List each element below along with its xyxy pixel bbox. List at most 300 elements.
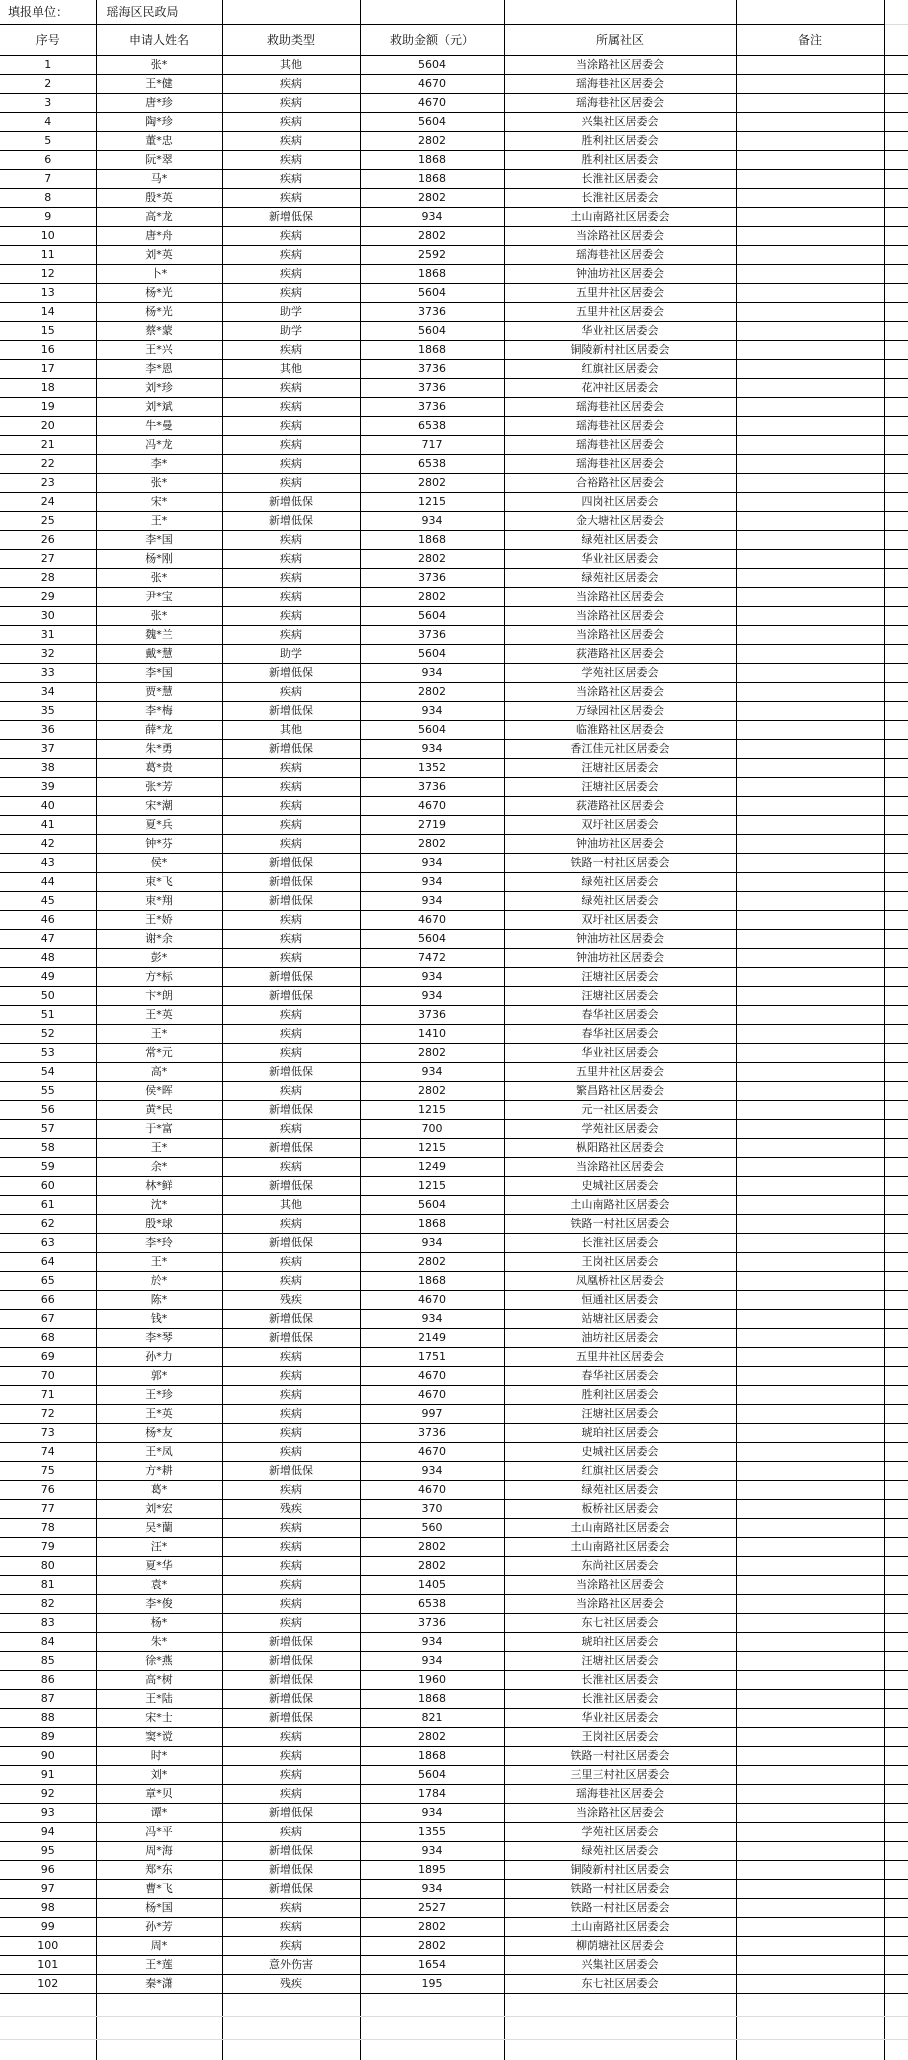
cell-no[interactable]: 77 bbox=[0, 1500, 96, 1519]
cell-community[interactable]: 五里井社区居委会 bbox=[504, 1063, 736, 1082]
cell-type[interactable]: 疾病 bbox=[222, 1823, 360, 1842]
cell-remark[interactable] bbox=[736, 303, 884, 322]
cell-no[interactable]: 53 bbox=[0, 1044, 96, 1063]
cell-remark[interactable] bbox=[736, 1158, 884, 1177]
table-row[interactable] bbox=[0, 1652, 908, 1671]
cell-community[interactable]: 长淮社区居委会 bbox=[504, 170, 736, 189]
empty-cell[interactable] bbox=[884, 303, 908, 322]
cell-remark[interactable] bbox=[736, 436, 884, 455]
cell-amount[interactable]: 2802 bbox=[360, 1253, 504, 1272]
empty-cell[interactable] bbox=[884, 1728, 908, 1747]
empty-cell[interactable] bbox=[884, 949, 908, 968]
cell-amount[interactable]: 2719 bbox=[360, 816, 504, 835]
cell-type[interactable]: 疾病 bbox=[222, 1272, 360, 1291]
cell-name[interactable]: 李*俊 bbox=[96, 1595, 222, 1614]
table-row[interactable] bbox=[0, 702, 908, 721]
cell-community[interactable]: 五里井社区居委会 bbox=[504, 303, 736, 322]
cell-name[interactable]: 夏*华 bbox=[96, 1557, 222, 1576]
cell-type[interactable]: 疾病 bbox=[222, 1158, 360, 1177]
cell-type[interactable]: 疾病 bbox=[222, 265, 360, 284]
cell-community[interactable]: 学苑社区居委会 bbox=[504, 1120, 736, 1139]
cell-amount[interactable]: 5604 bbox=[360, 607, 504, 626]
empty-cell[interactable] bbox=[736, 2040, 884, 2060]
cell-name[interactable]: 魏*兰 bbox=[96, 626, 222, 645]
cell-remark[interactable] bbox=[736, 892, 884, 911]
cell-remark[interactable] bbox=[736, 341, 884, 360]
cell-amount[interactable]: 934 bbox=[360, 1842, 504, 1861]
cell-amount[interactable]: 2802 bbox=[360, 835, 504, 854]
cell-name[interactable]: 殷*球 bbox=[96, 1215, 222, 1234]
cell-remark[interactable] bbox=[736, 1842, 884, 1861]
cell-name[interactable]: 刘* bbox=[96, 1766, 222, 1785]
cell-amount[interactable]: 934 bbox=[360, 1633, 504, 1652]
empty-cell[interactable] bbox=[884, 493, 908, 512]
table-row[interactable] bbox=[0, 778, 908, 797]
cell-no[interactable]: 43 bbox=[0, 854, 96, 873]
table-row[interactable] bbox=[0, 550, 908, 569]
cell-type[interactable]: 疾病 bbox=[222, 1082, 360, 1101]
cell-amount[interactable]: 1784 bbox=[360, 1785, 504, 1804]
empty-cell[interactable] bbox=[360, 0, 504, 25]
cell-community[interactable]: 五里井社区居委会 bbox=[504, 284, 736, 303]
table-row[interactable] bbox=[0, 930, 908, 949]
empty-cell[interactable] bbox=[884, 322, 908, 341]
cell-amount[interactable]: 934 bbox=[360, 892, 504, 911]
cell-no[interactable]: 44 bbox=[0, 873, 96, 892]
table-row[interactable] bbox=[0, 740, 908, 759]
cell-type[interactable]: 疾病 bbox=[222, 1785, 360, 1804]
cell-remark[interactable] bbox=[736, 1823, 884, 1842]
cell-community[interactable]: 油坊社区居委会 bbox=[504, 1329, 736, 1348]
cell-no[interactable]: 96 bbox=[0, 1861, 96, 1880]
cell-amount[interactable]: 4670 bbox=[360, 1291, 504, 1310]
table-row[interactable] bbox=[0, 1443, 908, 1462]
cell-community[interactable]: 枞阳路社区居委会 bbox=[504, 1139, 736, 1158]
cell-no[interactable]: 3 bbox=[0, 94, 96, 113]
cell-no[interactable]: 48 bbox=[0, 949, 96, 968]
cell-type[interactable]: 疾病 bbox=[222, 1519, 360, 1538]
cell-community[interactable]: 双圩社区居委会 bbox=[504, 911, 736, 930]
cell-no[interactable]: 59 bbox=[0, 1158, 96, 1177]
cell-remark[interactable] bbox=[736, 759, 884, 778]
cell-remark[interactable] bbox=[736, 189, 884, 208]
empty-cell[interactable] bbox=[884, 1633, 908, 1652]
empty-cell[interactable] bbox=[884, 1576, 908, 1595]
empty-cell[interactable] bbox=[884, 873, 908, 892]
cell-amount[interactable]: 3736 bbox=[360, 626, 504, 645]
empty-cell[interactable] bbox=[884, 1842, 908, 1861]
cell-no[interactable]: 10 bbox=[0, 227, 96, 246]
cell-amount[interactable]: 934 bbox=[360, 1804, 504, 1823]
empty-cell[interactable] bbox=[884, 797, 908, 816]
cell-no[interactable]: 97 bbox=[0, 1880, 96, 1899]
cell-type[interactable]: 新增低保 bbox=[222, 1139, 360, 1158]
cell-amount[interactable]: 3736 bbox=[360, 1006, 504, 1025]
cell-amount[interactable]: 1868 bbox=[360, 1215, 504, 1234]
empty-cell[interactable] bbox=[884, 1367, 908, 1386]
table-row[interactable] bbox=[0, 94, 908, 113]
cell-name[interactable]: 宋*士 bbox=[96, 1709, 222, 1728]
cell-remark[interactable] bbox=[736, 1462, 884, 1481]
cell-no[interactable]: 101 bbox=[0, 1956, 96, 1975]
empty-cell[interactable] bbox=[884, 436, 908, 455]
cell-type[interactable]: 疾病 bbox=[222, 1766, 360, 1785]
cell-name[interactable]: 彭* bbox=[96, 949, 222, 968]
empty-cell[interactable] bbox=[884, 341, 908, 360]
cell-type[interactable]: 疾病 bbox=[222, 949, 360, 968]
cell-amount[interactable]: 934 bbox=[360, 702, 504, 721]
cell-amount[interactable]: 934 bbox=[360, 987, 504, 1006]
table-row[interactable] bbox=[0, 531, 908, 550]
table-row[interactable] bbox=[0, 1709, 908, 1728]
cell-type[interactable]: 疾病 bbox=[222, 607, 360, 626]
table-row[interactable] bbox=[0, 835, 908, 854]
empty-cell[interactable] bbox=[884, 0, 908, 25]
cell-community[interactable]: 五里井社区居委会 bbox=[504, 1348, 736, 1367]
table-row[interactable] bbox=[0, 1025, 908, 1044]
table-row[interactable] bbox=[0, 1462, 908, 1481]
cell-remark[interactable] bbox=[736, 702, 884, 721]
cell-no[interactable]: 88 bbox=[0, 1709, 96, 1728]
cell-amount[interactable]: 1868 bbox=[360, 1690, 504, 1709]
empty-cell[interactable] bbox=[884, 740, 908, 759]
empty-cell[interactable] bbox=[884, 1063, 908, 1082]
table-row[interactable] bbox=[0, 303, 908, 322]
cell-amount[interactable]: 1215 bbox=[360, 1177, 504, 1196]
cell-amount[interactable]: 2802 bbox=[360, 1557, 504, 1576]
empty-cell[interactable] bbox=[96, 1994, 222, 2017]
cell-remark[interactable] bbox=[736, 227, 884, 246]
cell-no[interactable]: 14 bbox=[0, 303, 96, 322]
cell-remark[interactable] bbox=[736, 1139, 884, 1158]
cell-name[interactable]: 薛*龙 bbox=[96, 721, 222, 740]
empty-cell[interactable] bbox=[0, 1994, 96, 2017]
cell-no[interactable]: 67 bbox=[0, 1310, 96, 1329]
cell-community[interactable]: 铁路一村社区居委会 bbox=[504, 1215, 736, 1234]
empty-cell[interactable] bbox=[884, 1329, 908, 1348]
cell-community[interactable]: 春华社区居委会 bbox=[504, 1025, 736, 1044]
cell-community[interactable]: 学苑社区居委会 bbox=[504, 664, 736, 683]
cell-community[interactable]: 临淮路社区居委会 bbox=[504, 721, 736, 740]
cell-remark[interactable] bbox=[736, 1880, 884, 1899]
empty-cell[interactable] bbox=[884, 1386, 908, 1405]
table-row[interactable] bbox=[0, 759, 908, 778]
cell-amount[interactable]: 934 bbox=[360, 512, 504, 531]
empty-cell[interactable] bbox=[884, 208, 908, 227]
cell-type[interactable]: 疾病 bbox=[222, 930, 360, 949]
cell-type[interactable]: 疾病 bbox=[222, 1253, 360, 1272]
cell-amount[interactable]: 2592 bbox=[360, 246, 504, 265]
cell-amount[interactable]: 5604 bbox=[360, 113, 504, 132]
cell-community[interactable]: 站塘社区居委会 bbox=[504, 1310, 736, 1329]
empty-cell[interactable] bbox=[884, 2040, 908, 2060]
cell-remark[interactable] bbox=[736, 664, 884, 683]
empty-cell[interactable] bbox=[884, 1880, 908, 1899]
cell-community[interactable]: 恒通社区居委会 bbox=[504, 1291, 736, 1310]
cell-remark[interactable] bbox=[736, 132, 884, 151]
table-row[interactable] bbox=[0, 1557, 908, 1576]
cell-name[interactable]: 王* bbox=[96, 512, 222, 531]
cell-community[interactable]: 凤凰桥社区居委会 bbox=[504, 1272, 736, 1291]
cell-amount[interactable]: 4670 bbox=[360, 911, 504, 930]
cell-type[interactable]: 其他 bbox=[222, 721, 360, 740]
cell-remark[interactable] bbox=[736, 1652, 884, 1671]
cell-remark[interactable] bbox=[736, 75, 884, 94]
empty-cell[interactable] bbox=[884, 1348, 908, 1367]
empty-cell[interactable] bbox=[884, 1538, 908, 1557]
cell-no[interactable]: 28 bbox=[0, 569, 96, 588]
cell-no[interactable]: 75 bbox=[0, 1462, 96, 1481]
table-row[interactable] bbox=[0, 1348, 908, 1367]
table-row[interactable] bbox=[0, 854, 908, 873]
cell-no[interactable]: 18 bbox=[0, 379, 96, 398]
empty-cell[interactable] bbox=[884, 968, 908, 987]
cell-remark[interactable] bbox=[736, 151, 884, 170]
cell-type[interactable]: 新增低保 bbox=[222, 1177, 360, 1196]
cell-type[interactable]: 其他 bbox=[222, 360, 360, 379]
cell-community[interactable]: 华业社区居委会 bbox=[504, 550, 736, 569]
cell-amount[interactable]: 934 bbox=[360, 208, 504, 227]
cell-name[interactable]: 张* bbox=[96, 474, 222, 493]
cell-amount[interactable]: 1960 bbox=[360, 1671, 504, 1690]
cell-name[interactable]: 王*珍 bbox=[96, 1386, 222, 1405]
cell-type[interactable]: 残疾 bbox=[222, 1975, 360, 1994]
cell-amount[interactable]: 5604 bbox=[360, 284, 504, 303]
empty-cell[interactable] bbox=[884, 151, 908, 170]
cell-community[interactable]: 铜陵新村社区居委会 bbox=[504, 341, 736, 360]
cell-no[interactable]: 22 bbox=[0, 455, 96, 474]
cell-no[interactable]: 76 bbox=[0, 1481, 96, 1500]
empty-cell[interactable] bbox=[884, 664, 908, 683]
cell-remark[interactable] bbox=[736, 1006, 884, 1025]
empty-cell[interactable] bbox=[884, 379, 908, 398]
cell-amount[interactable]: 3736 bbox=[360, 360, 504, 379]
cell-amount[interactable]: 4670 bbox=[360, 797, 504, 816]
cell-name[interactable]: 李* bbox=[96, 455, 222, 474]
cell-remark[interactable] bbox=[736, 1253, 884, 1272]
table-row[interactable] bbox=[0, 1842, 908, 1861]
cell-name[interactable]: 高*龙 bbox=[96, 208, 222, 227]
cell-amount[interactable]: 1405 bbox=[360, 1576, 504, 1595]
table-row[interactable] bbox=[0, 968, 908, 987]
cell-type[interactable]: 疾病 bbox=[222, 1747, 360, 1766]
empty-cell[interactable] bbox=[222, 0, 360, 25]
empty-cell[interactable] bbox=[884, 1994, 908, 2017]
cell-name[interactable]: 宋* bbox=[96, 493, 222, 512]
table-row[interactable] bbox=[0, 797, 908, 816]
cell-amount[interactable]: 2802 bbox=[360, 1937, 504, 1956]
empty-cell[interactable] bbox=[884, 1044, 908, 1063]
cell-name[interactable]: 孙*芳 bbox=[96, 1918, 222, 1937]
cell-type[interactable]: 新增低保 bbox=[222, 1690, 360, 1709]
empty-cell[interactable] bbox=[884, 1481, 908, 1500]
cell-remark[interactable] bbox=[736, 1557, 884, 1576]
table-row[interactable] bbox=[0, 1044, 908, 1063]
cell-name[interactable]: 章*贝 bbox=[96, 1785, 222, 1804]
empty-cell[interactable] bbox=[96, 2040, 222, 2060]
table-row[interactable] bbox=[0, 1519, 908, 1538]
table-row[interactable] bbox=[0, 1291, 908, 1310]
cell-community[interactable]: 钟油坊社区居委会 bbox=[504, 835, 736, 854]
table-row[interactable] bbox=[0, 1272, 908, 1291]
cell-no[interactable]: 20 bbox=[0, 417, 96, 436]
empty-cell[interactable] bbox=[884, 25, 908, 56]
cell-amount[interactable]: 2802 bbox=[360, 1538, 504, 1557]
cell-amount[interactable]: 934 bbox=[360, 664, 504, 683]
table-row[interactable] bbox=[0, 1614, 908, 1633]
cell-community[interactable]: 当涂路社区居委会 bbox=[504, 227, 736, 246]
table-row[interactable] bbox=[0, 170, 908, 189]
empty-cell[interactable] bbox=[884, 360, 908, 379]
cell-type[interactable]: 助学 bbox=[222, 303, 360, 322]
cell-amount[interactable]: 4670 bbox=[360, 1481, 504, 1500]
cell-remark[interactable] bbox=[736, 398, 884, 417]
cell-amount[interactable]: 1895 bbox=[360, 1861, 504, 1880]
cell-remark[interactable] bbox=[736, 987, 884, 1006]
cell-remark[interactable] bbox=[736, 1025, 884, 1044]
cell-type[interactable]: 残疾 bbox=[222, 1500, 360, 1519]
cell-community[interactable]: 春华社区居委会 bbox=[504, 1006, 736, 1025]
cell-type[interactable]: 疾病 bbox=[222, 284, 360, 303]
cell-name[interactable]: 马* bbox=[96, 170, 222, 189]
empty-cell[interactable] bbox=[884, 1405, 908, 1424]
cell-amount[interactable]: 934 bbox=[360, 1063, 504, 1082]
table-row[interactable] bbox=[0, 1215, 908, 1234]
cell-amount[interactable]: 6538 bbox=[360, 1595, 504, 1614]
empty-cell[interactable] bbox=[884, 398, 908, 417]
cell-type[interactable]: 疾病 bbox=[222, 151, 360, 170]
cell-remark[interactable] bbox=[736, 797, 884, 816]
cell-type[interactable]: 疾病 bbox=[222, 94, 360, 113]
cell-no[interactable]: 62 bbox=[0, 1215, 96, 1234]
cell-no[interactable]: 89 bbox=[0, 1728, 96, 1747]
cell-no[interactable]: 50 bbox=[0, 987, 96, 1006]
cell-no[interactable]: 1 bbox=[0, 56, 96, 75]
empty-cell[interactable] bbox=[884, 550, 908, 569]
table-row[interactable] bbox=[0, 56, 908, 75]
cell-community[interactable]: 当涂路社区居委会 bbox=[504, 56, 736, 75]
cell-name[interactable]: 钟*芬 bbox=[96, 835, 222, 854]
cell-name[interactable]: 王*莲 bbox=[96, 1956, 222, 1975]
cell-amount[interactable]: 3736 bbox=[360, 398, 504, 417]
empty-cell[interactable] bbox=[884, 721, 908, 740]
cell-amount[interactable]: 934 bbox=[360, 1462, 504, 1481]
cell-no[interactable]: 33 bbox=[0, 664, 96, 683]
cell-amount[interactable]: 1654 bbox=[360, 1956, 504, 1975]
cell-remark[interactable] bbox=[736, 1310, 884, 1329]
cell-community[interactable]: 汪塘社区居委会 bbox=[504, 1405, 736, 1424]
cell-remark[interactable] bbox=[736, 1804, 884, 1823]
cell-community[interactable]: 华业社区居委会 bbox=[504, 1709, 736, 1728]
cell-community[interactable]: 汪塘社区居委会 bbox=[504, 987, 736, 1006]
empty-cell[interactable] bbox=[0, 2040, 96, 2060]
table-row[interactable] bbox=[0, 284, 908, 303]
cell-remark[interactable] bbox=[736, 1595, 884, 1614]
cell-name[interactable]: 郭* bbox=[96, 1367, 222, 1386]
cell-name[interactable]: 张* bbox=[96, 56, 222, 75]
table-row[interactable] bbox=[0, 1937, 908, 1956]
cell-remark[interactable] bbox=[736, 379, 884, 398]
cell-amount[interactable]: 370 bbox=[360, 1500, 504, 1519]
cell-type[interactable]: 新增低保 bbox=[222, 664, 360, 683]
cell-no[interactable]: 82 bbox=[0, 1595, 96, 1614]
table-row[interactable] bbox=[0, 1329, 908, 1348]
cell-type[interactable]: 疾病 bbox=[222, 436, 360, 455]
cell-amount[interactable]: 4670 bbox=[360, 1443, 504, 1462]
cell-type[interactable]: 疾病 bbox=[222, 1215, 360, 1234]
cell-remark[interactable] bbox=[736, 1443, 884, 1462]
empty-cell[interactable] bbox=[504, 2017, 736, 2040]
cell-type[interactable]: 疾病 bbox=[222, 835, 360, 854]
cell-remark[interactable] bbox=[736, 322, 884, 341]
cell-name[interactable]: 常*元 bbox=[96, 1044, 222, 1063]
cell-type[interactable]: 疾病 bbox=[222, 75, 360, 94]
table-row[interactable] bbox=[0, 246, 908, 265]
empty-cell[interactable] bbox=[884, 1861, 908, 1880]
cell-remark[interactable] bbox=[736, 94, 884, 113]
cell-community[interactable]: 胜利社区居委会 bbox=[504, 132, 736, 151]
cell-name[interactable]: 余* bbox=[96, 1158, 222, 1177]
cell-name[interactable]: 张* bbox=[96, 607, 222, 626]
table-row[interactable] bbox=[0, 1595, 908, 1614]
cell-name[interactable]: 王*娇 bbox=[96, 911, 222, 930]
cell-name[interactable]: 刘*珍 bbox=[96, 379, 222, 398]
cell-no[interactable]: 99 bbox=[0, 1918, 96, 1937]
cell-remark[interactable] bbox=[736, 949, 884, 968]
cell-name[interactable]: 杨*光 bbox=[96, 284, 222, 303]
cell-amount[interactable]: 2802 bbox=[360, 1044, 504, 1063]
cell-remark[interactable] bbox=[736, 1671, 884, 1690]
empty-cell[interactable] bbox=[736, 2017, 884, 2040]
cell-amount[interactable]: 934 bbox=[360, 873, 504, 892]
empty-cell[interactable] bbox=[96, 2017, 222, 2040]
empty-cell[interactable] bbox=[736, 1994, 884, 2017]
cell-remark[interactable] bbox=[736, 1044, 884, 1063]
table-row[interactable] bbox=[0, 1956, 908, 1975]
cell-remark[interactable] bbox=[736, 474, 884, 493]
cell-type[interactable]: 疾病 bbox=[222, 1006, 360, 1025]
empty-cell[interactable] bbox=[884, 683, 908, 702]
empty-cell[interactable] bbox=[0, 2017, 96, 2040]
cell-community[interactable]: 铁路一村社区居委会 bbox=[504, 1880, 736, 1899]
cell-amount[interactable]: 1352 bbox=[360, 759, 504, 778]
cell-remark[interactable] bbox=[736, 246, 884, 265]
cell-name[interactable]: 汪* bbox=[96, 1538, 222, 1557]
cell-type[interactable]: 新增低保 bbox=[222, 873, 360, 892]
cell-type[interactable]: 疾病 bbox=[222, 113, 360, 132]
cell-type[interactable]: 疾病 bbox=[222, 379, 360, 398]
cell-amount[interactable]: 1751 bbox=[360, 1348, 504, 1367]
cell-community[interactable]: 绿苑社区居委会 bbox=[504, 531, 736, 550]
cell-remark[interactable] bbox=[736, 512, 884, 531]
cell-amount[interactable]: 2802 bbox=[360, 1918, 504, 1937]
cell-type[interactable]: 新增低保 bbox=[222, 1652, 360, 1671]
cell-no[interactable]: 16 bbox=[0, 341, 96, 360]
cell-amount[interactable]: 1868 bbox=[360, 265, 504, 284]
cell-no[interactable]: 9 bbox=[0, 208, 96, 227]
cell-no[interactable]: 93 bbox=[0, 1804, 96, 1823]
cell-no[interactable]: 41 bbox=[0, 816, 96, 835]
table-row[interactable] bbox=[0, 1234, 908, 1253]
table-row[interactable] bbox=[0, 1120, 908, 1139]
cell-amount[interactable]: 1868 bbox=[360, 341, 504, 360]
cell-remark[interactable] bbox=[736, 1519, 884, 1538]
cell-type[interactable]: 疾病 bbox=[222, 797, 360, 816]
cell-amount[interactable]: 1215 bbox=[360, 1139, 504, 1158]
cell-name[interactable]: 李*琴 bbox=[96, 1329, 222, 1348]
cell-type[interactable]: 疾病 bbox=[222, 683, 360, 702]
cell-type[interactable]: 疾病 bbox=[222, 1481, 360, 1500]
